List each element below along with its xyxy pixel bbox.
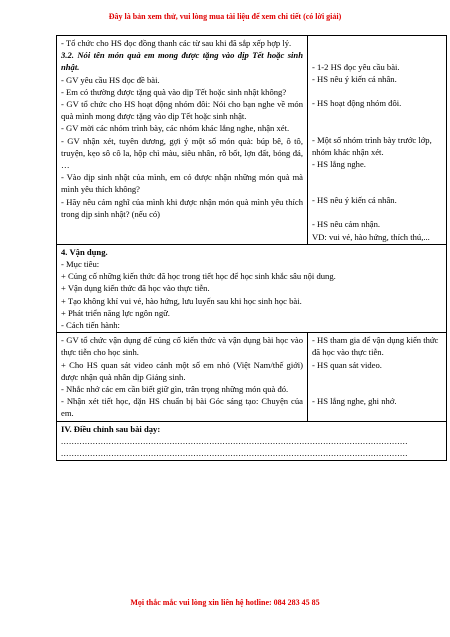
paragraph: - GV yêu cầu HS đọc đề bài. [61,74,160,85]
section-title: 4. Vận dụng. [61,246,108,257]
paragraph: - Mục tiêu: [61,259,100,270]
paragraph: + Phát triển năng lực ngôn ngữ. [61,307,170,318]
paragraph: + Tạo không khí vui vẻ, hào hứng, lưu luyến sau khi học sinh học bài. [61,295,302,306]
paragraph: - Em có thường được tặng quà vào dịp Tết hoặc sinh nhật không? [61,86,287,97]
paragraph: - HS tham gia để vận dụng kiến thức đã học vào thực tiễn. [312,335,439,358]
dotted-line: ................................................................................................................................... [61,435,408,446]
paragraph: - HS nêu cảm nhận. [312,219,381,230]
paragraph: - Tổ chức cho HS đọc đồng thanh các từ sau khi đã sắp xếp hợp lý. [61,38,292,48]
lesson-plan-table [56,35,439,461]
paragraph: - GV tổ chức vận dụng để củng cố kiến thức và vận dụng bài học vào thực tiễn cho học sinh. [61,335,303,358]
paragraph: - HS hoạt động nhóm đôi. [312,98,402,109]
paragraph: - Một số nhóm trình bày trước lớp, nhóm khác nhận xét. [312,134,432,157]
activity-row [57,333,447,421]
paragraph: - GV tổ chức cho HS hoạt động nhóm đôi: Nói cho bạn nghe về món quà mình mong được tặng vào dịp Tết hoặc sinh nhật. [61,99,303,122]
subsection-heading: 3.2. Nói tên món quà em mong được tặng vào dịp Tết hoặc sinh nhật. [61,50,303,73]
section-4-intro [57,244,447,332]
section-title: IV. Điều chỉnh sau bài dạy: [61,423,161,434]
paragraph: - GV mời các nhóm trình bày, các nhóm khác lắng nghe, nhận xét. [61,123,290,134]
hotline-banner: Mọi thắc mắc vui lòng xin liên hệ hotline: 084 283 45 85 [130,598,320,607]
paragraph: + Vận dụng kiến thức đã học vào thực tiễn. [61,283,210,294]
paragraph: - HS lắng nghe, ghi nhớ. [312,395,397,406]
student-activity-cell [308,333,447,421]
paragraph: - Hãy nêu cảm nghĩ của mình khi được nhận món quà mình yêu thích trong dịp sinh nhật? (nếu có) [61,196,303,219]
paragraph: - HS lắng nghe. [312,159,366,170]
paragraph: VD: vui vẻ, hào hứng, thích thú,... [312,231,430,242]
adjustment-cell [57,421,447,461]
paragraph: - Cách tiến hành: [61,320,120,331]
adjustment-row [57,421,447,461]
paragraph: - Nhận xét tiết học, dặn HS chuẩn bị bài Góc sáng tạo: Chuyện của em. [61,396,303,419]
paragraph: + Củng cố những kiến thức đã học trong tiết học để học sinh khắc sâu nội dung. [61,271,336,282]
section-heading-row [57,244,447,332]
teacher-activity-cell [57,333,308,421]
paragraph: - GV nhận xét, tuyên dương, gợi ý một số món quà: búp bê, ô tô, truyện, kẹo sô cô la, hộp chì màu, siêu nhân, rô bốt, lợn đất, bóng đá, … [61,135,303,171]
paragraph: - Nhắc nhở các em cần biết giữ gìn, trân trọng những món quà đó. [61,384,289,395]
activity-row [57,36,447,245]
paragraph: - HS quan sát video. [312,359,382,370]
preview-notice-banner: Đây là bản xem thử, vui lòng mua tài liệu để xem chi tiết (có lời giải) [108,12,342,21]
student-activity-cell [308,36,447,245]
paragraph: - HS nêu ý kiến cá nhân. [312,74,397,85]
paragraph: - HS nêu ý kiến cá nhân. [312,195,397,206]
paragraph: + Cho HS quan sát video cảnh một số em nhỏ (Việt Nam/thế giới) được nhận quà nhân dịp Giáng sinh. [61,359,303,382]
paragraph: - 1-2 HS đọc yêu cầu bài. [312,62,400,72]
paragraph: - Vào dịp sinh nhật của mình, em có được nhận những món quà mà mình yêu thích không? [61,172,303,195]
teacher-activity-cell [57,36,308,245]
dotted-line: ................................................................................................................................... [61,448,408,459]
